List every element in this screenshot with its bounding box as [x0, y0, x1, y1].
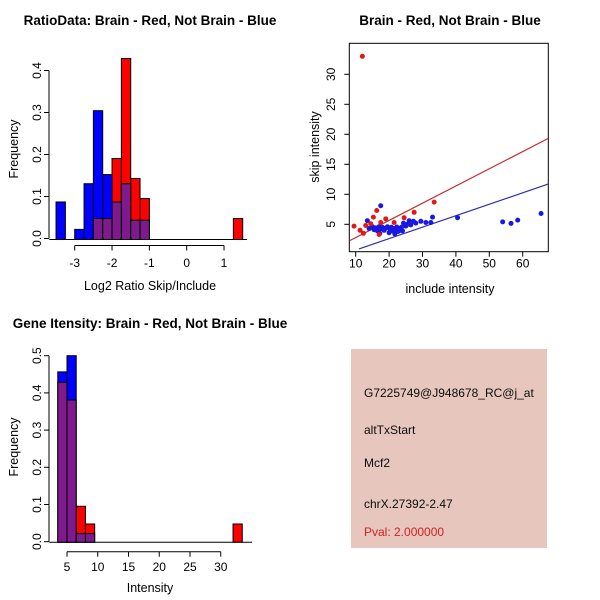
scatter-plot	[300, 0, 600, 300]
gene-hist-plot	[0, 300, 300, 600]
point-brain	[402, 215, 407, 220]
point-not_brain	[418, 219, 423, 224]
scatter-xlabel: include intensity	[405, 282, 495, 296]
tick-label: 25	[324, 97, 338, 111]
point-brain	[371, 215, 376, 220]
tick-label: 10	[91, 560, 105, 574]
pval-text: Pval: 2.000000	[364, 525, 445, 539]
tick-label: 40	[449, 256, 463, 271]
tick-label: 0.1	[30, 496, 44, 513]
point-brain	[412, 210, 417, 215]
hist-bar-hist_blue	[56, 202, 65, 240]
tick-label: 30	[214, 560, 228, 574]
tick-label: 0.5	[30, 347, 44, 365]
gene-name: Mcf2	[364, 456, 391, 470]
point-brain	[374, 208, 379, 213]
point-not_brain	[430, 215, 435, 220]
tick-label: 5	[63, 560, 71, 574]
point-brain	[360, 54, 365, 59]
fit-line-not_brain_fit	[359, 184, 548, 249]
tick-label: 25	[183, 560, 197, 574]
tick-label: 0.0	[30, 533, 44, 551]
point-brain	[361, 231, 366, 236]
tick-label: 0.3	[30, 421, 44, 439]
hist-bar-overlap_purple	[140, 220, 149, 239]
tick-label: 0.2	[30, 146, 44, 163]
point-brain	[392, 220, 397, 225]
hist-bar-overlap_purple	[67, 400, 76, 542]
gene-info-panel	[300, 300, 600, 600]
tick-label: 0	[183, 256, 191, 270]
ratio-histogram-panel	[0, 0, 300, 300]
tick-label: 15	[121, 560, 136, 574]
hist-bar-overlap_purple	[121, 184, 130, 240]
hist-bar-overlap_purple	[112, 202, 121, 240]
point-brain	[352, 224, 357, 229]
tick-label: 60	[516, 256, 530, 271]
tick-label: 0.4	[30, 384, 44, 402]
point-not_brain	[423, 220, 428, 225]
hist-bar-hist_blue	[84, 184, 93, 240]
tick-label: 10	[349, 256, 363, 271]
tick-label: 20	[382, 256, 396, 271]
hist-bar-overlap_purple	[131, 220, 140, 239]
ratio-hist-title: RatioData: Brain - Red, Not Brain - Blue	[23, 13, 277, 28]
hist-bar-overlap_purple	[85, 534, 94, 543]
tick-label: 20	[324, 127, 338, 141]
point-brain	[383, 216, 388, 221]
point-not_brain	[400, 228, 405, 233]
point-not_brain	[515, 218, 520, 223]
hist-bar-hist_red	[233, 219, 242, 240]
point-brain	[378, 220, 383, 225]
point-not_brain	[378, 203, 383, 208]
gene-hist-title: Gene Itensity: Brain - Red, Not Brain - Blue	[12, 316, 288, 331]
tick-label: 0.4	[30, 62, 44, 79]
hist-bar-hist_blue	[75, 229, 84, 239]
tick-label: 15	[324, 157, 338, 171]
tick-label: 30	[415, 256, 430, 271]
point-not_brain	[500, 219, 505, 224]
tick-label: 10	[324, 187, 338, 201]
tick-label: 1	[220, 256, 228, 270]
point-not_brain	[539, 211, 544, 216]
tick-label: -2	[106, 256, 118, 270]
point-brain	[432, 200, 437, 205]
scatter-ylabel: skip intensity	[308, 111, 322, 183]
info-box	[351, 349, 547, 548]
tick-label: 50	[482, 256, 496, 271]
point-not_brain	[428, 220, 433, 225]
gene-hist-ylabel: Frequency	[7, 417, 21, 477]
point-not_brain	[413, 221, 418, 226]
ratio-hist-xlabel: Log2 Ratio Skip/Include	[83, 279, 217, 293]
hist-bar-overlap_purple	[58, 382, 67, 542]
tick-label: -3	[69, 256, 81, 270]
event-type: altTxStart	[364, 423, 416, 437]
tick-label: 30	[324, 67, 338, 81]
probe-id: G7225749@J948678_RC@j_at	[364, 386, 534, 400]
hist-bar-overlap_purple	[76, 534, 85, 543]
tick-label: 0.2	[30, 458, 44, 476]
intensity-scatter-panel	[300, 0, 600, 300]
scatter-title: Brain - Red, Not Brain - Blue	[359, 13, 541, 28]
ratio-hist-ylabel: Frequency	[7, 119, 21, 179]
tick-label: 5	[324, 220, 338, 228]
point-not_brain	[455, 215, 460, 220]
tick-label: 0.3	[30, 104, 44, 121]
hist-bar-overlap_purple	[103, 219, 112, 240]
gene-intensity-histogram-panel	[0, 300, 300, 600]
point-brain	[363, 223, 368, 228]
tick-label: 0.0	[30, 230, 44, 247]
hist-bar-hist_red	[233, 524, 242, 542]
point-brain	[368, 221, 373, 226]
tick-label: 20	[152, 560, 166, 574]
point-brain	[377, 232, 382, 237]
tick-label: -1	[144, 256, 155, 270]
gene-hist-xlabel: Intensity	[126, 581, 174, 595]
ratio-hist-plot	[0, 0, 300, 300]
gene-location: chrX.27392-2.47	[364, 497, 453, 511]
point-not_brain	[509, 221, 514, 226]
hist-bar-overlap_purple	[93, 219, 102, 240]
tick-label: 0.1	[30, 188, 44, 205]
